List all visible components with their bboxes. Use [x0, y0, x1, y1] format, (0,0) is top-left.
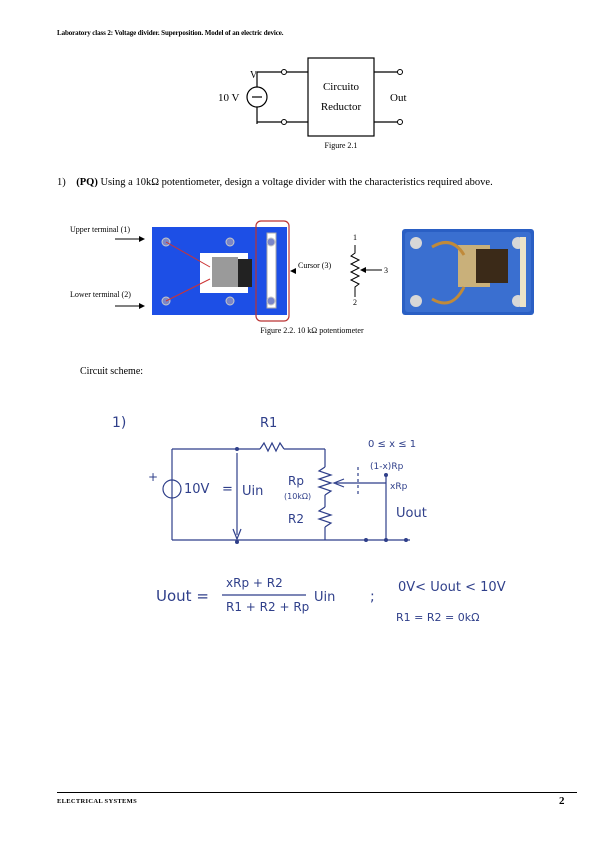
figure-2-caption: Figure 2.2. 10 kΩ potentiometer	[260, 326, 364, 335]
reductor-box	[308, 58, 374, 136]
page-number: 2	[559, 795, 565, 807]
hw-r2: R2	[288, 512, 304, 526]
figure-2-2	[60, 215, 550, 345]
hw-r1: R1	[260, 416, 278, 431]
box-line1: Circuito	[322, 81, 360, 93]
pin3-label: 3	[384, 266, 388, 275]
box-line2: Reductor	[320, 101, 362, 113]
v-label: V	[250, 70, 258, 81]
source-label: 10 V	[218, 92, 240, 104]
hw-cond2: R1 = R2 = 0kΩ	[396, 611, 480, 624]
hw-plus: +	[148, 470, 159, 484]
hw-formula-lhs: Uout =	[156, 587, 209, 605]
hw-uin: Uin	[242, 484, 264, 499]
hw-one-minus-x: (1-x)Rp	[370, 462, 404, 472]
footer-title: ELECTRICAL SYSTEMS	[57, 798, 137, 805]
hw-x-rp: xRp	[390, 482, 408, 492]
potentiometer-symbol-icon	[351, 245, 359, 297]
hw-eq: =	[222, 482, 233, 497]
circuit-scheme-label: Circuit scheme:	[80, 366, 144, 377]
hw-range: 0 ≤ x ≤ 1	[368, 439, 417, 450]
hw-formula-den: R1 + R2 + Rp	[226, 600, 310, 614]
out-label: Out	[390, 92, 407, 104]
figure-1-caption: Figure 2.1	[324, 141, 358, 150]
pin2-label: 2	[353, 298, 357, 307]
page-header: Laboratory class 2: Voltage divider. Superposition. Model of an electric device.	[57, 29, 284, 37]
footer-rule	[57, 792, 577, 793]
hw-rp: Rp	[288, 474, 304, 488]
hw-formula-uin: Uin	[314, 590, 336, 605]
upper-terminal-label: Upper terminal (1)	[70, 225, 130, 234]
hw-rp-val: (10kΩ)	[284, 492, 312, 501]
hw-uout: Uout	[396, 506, 427, 521]
question-text: Using a 10kΩ potentiometer, design a voltage divider with the characteristics required above.	[100, 177, 493, 188]
hw-cond: 0V< Uout < 10V	[398, 580, 506, 595]
pin1-label: 1	[353, 233, 357, 242]
hw-semicolon: ;	[370, 589, 375, 605]
handwritten-circuit	[100, 405, 570, 645]
question-tag: (PQ)	[76, 177, 98, 188]
hw-formula-num: xRp + R2	[226, 576, 283, 590]
question-number: 1)	[57, 177, 66, 188]
lower-terminal-label: Lower terminal (2)	[70, 290, 131, 299]
question-1	[57, 177, 493, 188]
figure-2-1	[200, 50, 430, 160]
hw-item: 1)	[112, 415, 127, 431]
cursor-label: Cursor (3)	[298, 261, 332, 270]
hw-source: 10V	[184, 482, 210, 497]
